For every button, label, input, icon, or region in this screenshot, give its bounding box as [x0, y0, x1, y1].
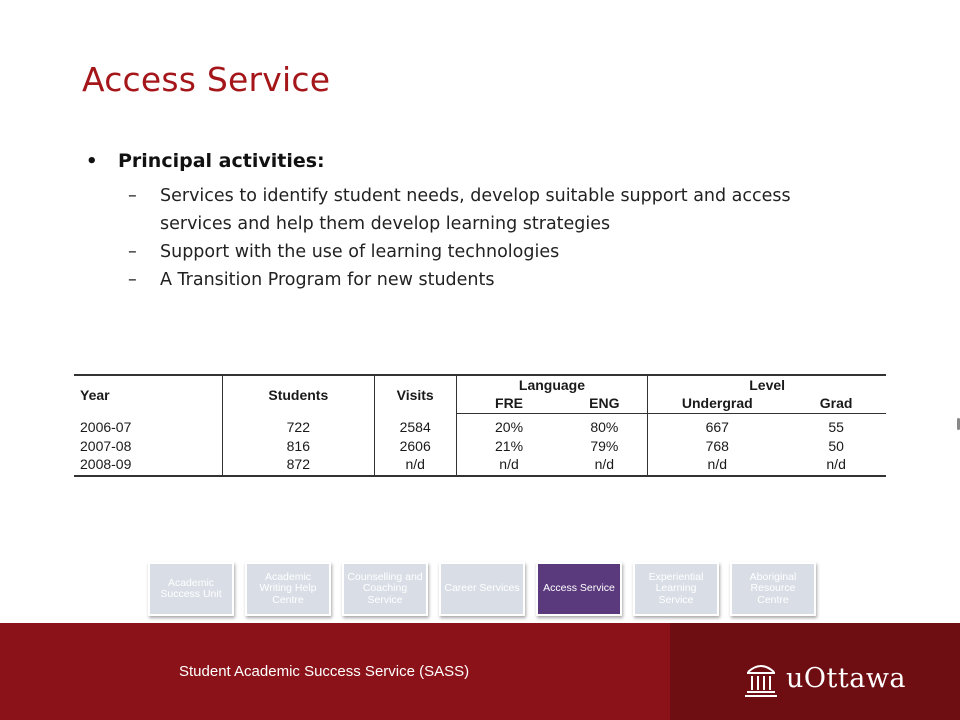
footer-text: Student Academic Success Service (SASS): [179, 663, 470, 680]
bullet-heading: [86, 150, 886, 172]
university-building-icon: [744, 658, 778, 698]
nav-academic-writing-help-centre[interactable]: Academic Writing Help Centre: [245, 562, 331, 616]
cell-fre: 21%: [495, 437, 524, 454]
nav-access-service[interactable]: Access Service: [536, 562, 622, 616]
cell-eng: 79%: [561, 436, 647, 455]
cell-visits: 2606: [374, 436, 456, 455]
cell-fre: 20%: [495, 418, 524, 435]
dash-icon: –: [128, 270, 137, 290]
cell-grad: 55: [828, 418, 844, 435]
cell-eng: 80%: [561, 413, 647, 436]
header-level: Level: [749, 377, 786, 393]
header-visits: Visits: [374, 375, 456, 413]
bullet-heading-text: Principal activities:: [118, 150, 325, 172]
dash-icon: –: [128, 242, 137, 262]
sub-bullet-item: [128, 182, 886, 238]
sub-bullet-item: [128, 238, 886, 266]
header-fre: FRE: [456, 394, 561, 413]
bullet-list: [86, 150, 886, 294]
cell-year: 2008-09: [74, 455, 222, 476]
header-undergrad: Undergrad: [648, 394, 786, 413]
nav-experiential-learning-service[interactable]: Experiential Learning Service: [633, 562, 719, 616]
header-grad: Grad: [786, 394, 886, 413]
cell-year: 2007-08: [74, 436, 222, 455]
cell-visits: n/d: [374, 455, 456, 476]
cell-undergrad: 768: [705, 437, 729, 454]
cell-students: 722: [222, 413, 374, 436]
nav-academic-success-unit[interactable]: Academic Success Unit: [148, 562, 234, 616]
cell-undergrad: n/d: [707, 456, 728, 472]
statistics-table: [74, 374, 886, 477]
cell-eng: n/d: [561, 455, 647, 476]
nav-career-services[interactable]: Career Services: [439, 562, 525, 616]
cell-undergrad: 667: [705, 418, 729, 435]
cell-fre: n/d: [499, 456, 519, 472]
table-row: [74, 436, 886, 455]
header-students: Students: [222, 375, 374, 413]
header-language: Language: [456, 375, 648, 394]
bullet-dot-icon: •: [86, 151, 98, 172]
nav-aboriginal-resource-centre[interactable]: Aboriginal Resource Centre: [730, 562, 816, 616]
cell-students: 816: [222, 436, 374, 455]
table-row: [74, 455, 886, 476]
dash-icon: –: [128, 186, 137, 206]
service-nav: [148, 562, 816, 616]
cell-students: 872: [222, 455, 374, 476]
cell-year: 2006-07: [74, 413, 222, 436]
slide-title: Access Service: [82, 60, 331, 99]
header-eng: ENG: [561, 394, 647, 413]
cell-visits: 2584: [374, 413, 456, 436]
nav-counselling-coaching-service[interactable]: Counselling and Coaching Service: [342, 562, 428, 616]
sub-bullet-text: A Transition Program for new students: [160, 270, 495, 290]
sub-bullet-text: Services to identify student needs, develop suitable support and access services and help them develop learning strategies: [160, 186, 791, 234]
cell-grad: n/d: [826, 456, 846, 472]
table-row: [74, 413, 886, 436]
header-year: Year: [74, 375, 222, 413]
uottawa-logo: [744, 658, 906, 698]
sub-bullet-list: [86, 182, 886, 294]
cell-grad: 50: [828, 437, 844, 454]
logo-text: uOttawa: [786, 662, 907, 694]
sub-bullet-text: Support with the use of learning technologies: [160, 242, 560, 262]
sub-bullet-item: [128, 266, 886, 294]
